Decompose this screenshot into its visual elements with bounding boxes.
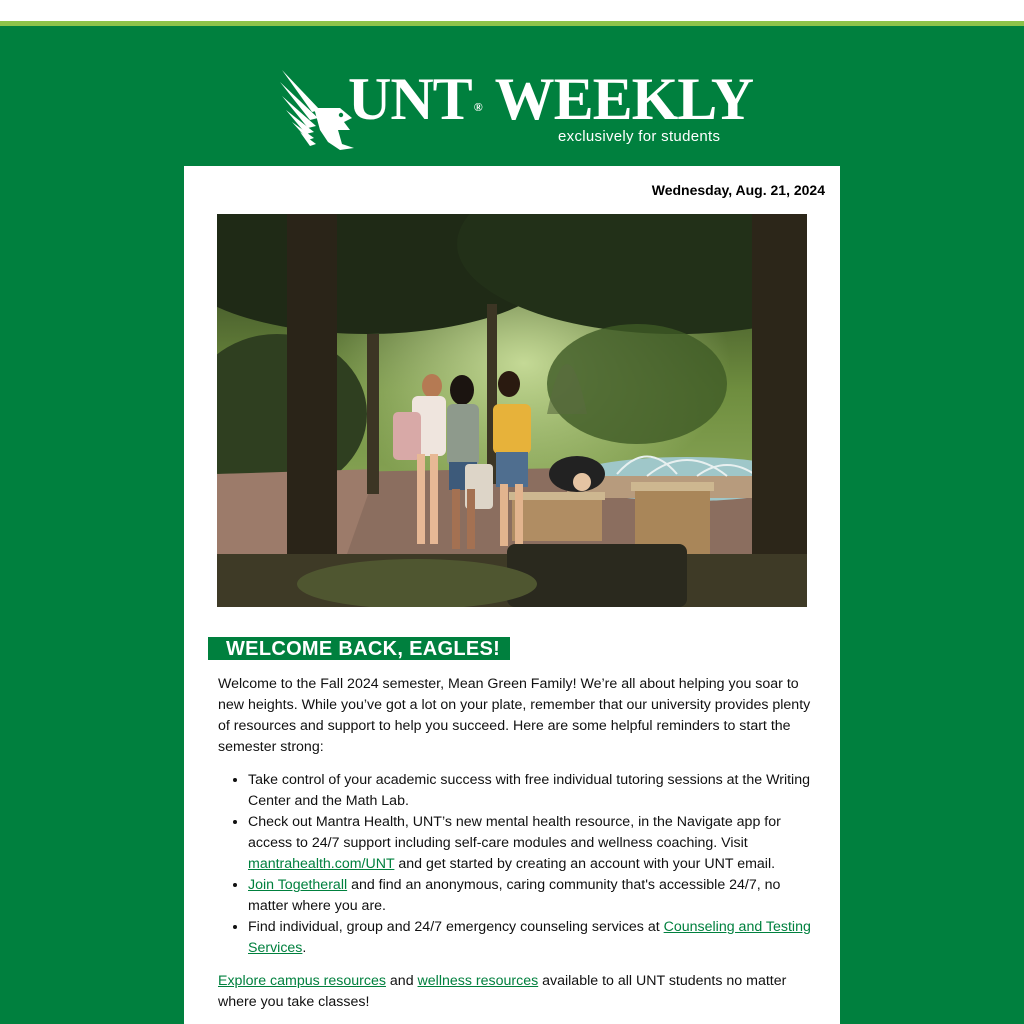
list-item	[248, 875, 822, 917]
join-togetherall-link[interactable]: Join Togetherall	[248, 877, 348, 893]
hero-photo	[217, 214, 807, 607]
email-background	[0, 26, 1024, 1024]
list-item-text: .	[302, 940, 307, 956]
list-item-text: and find an anonymous, caring community that's accessible 24/7, no matter where you are.	[248, 877, 781, 914]
newsletter-card	[184, 166, 840, 1024]
closing-text: and	[385, 973, 418, 989]
closing-paragraph	[218, 971, 822, 1013]
list-item	[248, 770, 822, 812]
list-item-text: Take control of your academic success with free individual tutoring sessions at the Writing Center and the Math Lab.	[248, 772, 810, 809]
list-item	[248, 812, 822, 875]
counseling-testing-link[interactable]: Counseling and Testing Services	[248, 919, 811, 956]
resource-list	[218, 770, 822, 959]
explore-campus-resources-link[interactable]: Explore campus resources	[218, 973, 386, 989]
registered-mark: ®	[473, 100, 482, 114]
top-margin	[0, 0, 1024, 21]
masthead	[0, 26, 1024, 166]
list-item	[248, 917, 822, 959]
logo-weekly: WEEKLY	[494, 66, 754, 132]
intro-paragraph: Welcome to the Fall 2024 semester, Mean Green Family! We’re all about helping you soar to new heights. While you’ve got a lot on your plate, remember that our university provides plenty of resources and support to help you succeed. Here are some helpful reminders to start the semester strong:	[218, 676, 811, 755]
mantra-health-link[interactable]: mantrahealth.com/UNT	[248, 856, 395, 872]
list-item-text: Find individual, group and 24/7 emergency counseling services at	[248, 919, 664, 935]
issue-date: Wednesday, Aug. 21, 2024	[651, 182, 825, 198]
wellness-resources-link[interactable]: wellness resources	[417, 973, 539, 989]
list-item-text: Check out Mantra Health, UNT’s new mental health resource, in the Navigate app for access to 24/7 support including self-care modules and wellness coaching. Visit	[248, 814, 781, 851]
list-item-text: and get started by creating an account with your UNT email.	[394, 856, 776, 872]
article-body	[218, 674, 822, 1013]
newsletter-logo	[348, 64, 753, 134]
logo-unt: UNT	[348, 66, 472, 132]
closing-text: available to all UNT students no matter where you take classes!	[218, 973, 787, 1010]
section-heading: WELCOME BACK, EAGLES!	[208, 637, 510, 660]
tagline: exclusively for students	[558, 128, 721, 145]
